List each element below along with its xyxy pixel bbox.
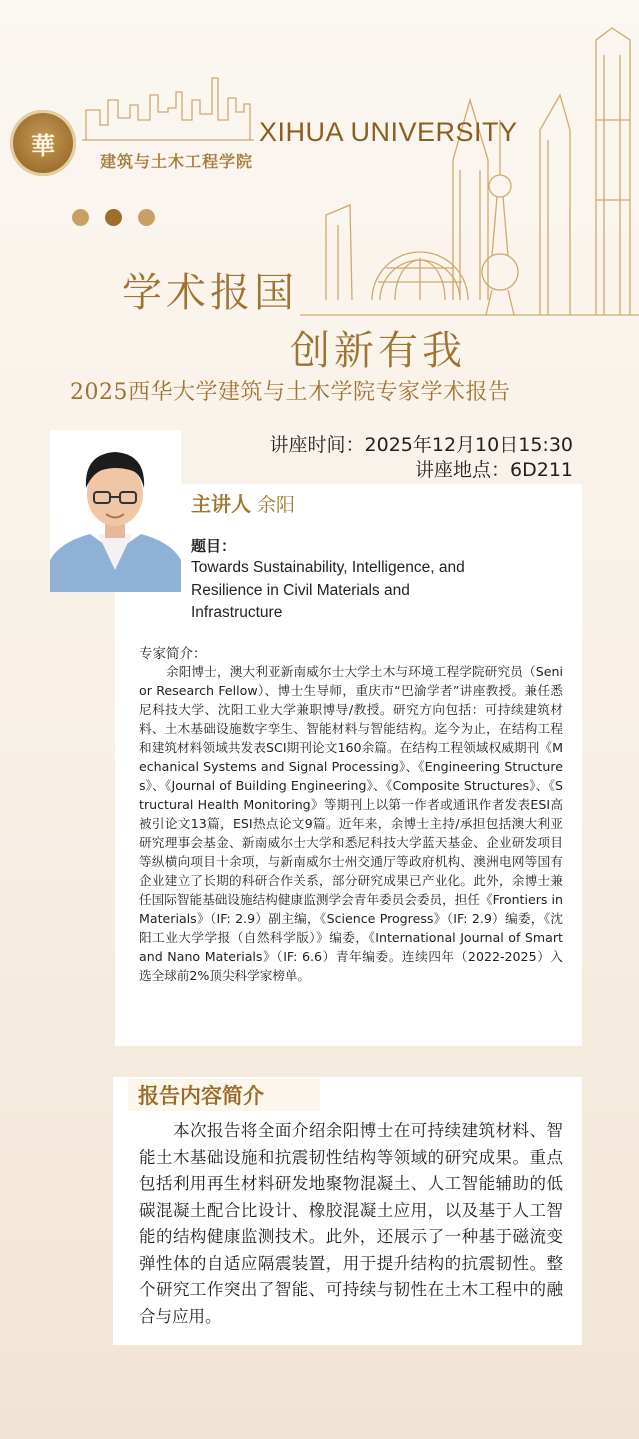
event-subtitle: 2025西华大学建筑与土木学院专家学术报告 [70, 380, 511, 405]
skyline-illustration [0, 0, 639, 330]
lecture-place: 讲座地点：6D211 [415, 459, 573, 481]
bio-text: 余阳博士，澳大利亚新南威尔士大学土木与环境工程学院研究员（Senior Research Fellow）、博士生导师，重庆市“巴渝学者”讲座教授。兼任悉尼科技大学、沈阳工业大学兼职博导/教授。研究方向包括：可持续建筑材料、土木基础设施数字孪生、智能材料与智能结构。迄今为止，在结构工程和建筑材料领域共发表SCI期刊论文160余篇。在结构工程领域权威期刊《Mechanical Systems and Signal Processing》、《Engineering Structures》、《Journal of Building Engineering》、《Composite Structures》、《Structural Health Monitoring》等期刊上以第一作者或通讯作者发表ESI高被引论文13篇，ESI热点论文9篇。近年来，余博士主持/承担包括澳大利亚研究理事会基金、新南威尔士大学和悉尼科技大学蓝天基金、企业研发项目等纵横向项目十余项，与新南威尔士州交通厅等政府机构、澳洲电网等国有企业建立了长期的科研合作关系，部分研究成果已产业化。此外，余博士兼任国际智能基础设施结构健康监测学会青年委员会委员，担任《Frontiers in Materials》（IF: 2.9）副主编，《Science Progress》（IF: 2.9）编委，《沈阳工业大学学报（自然科学版）》编委，《International Journal of Smart and Nano Materials》（IF: 6.6）青年编委。连续四年（2022-2025）入选全球前2%顶尖科学家榜单。 [139, 664, 563, 983]
topic-text: Towards Sustainability, Intelligence, and Resilience in Civil Materials and Infrastructure [191, 559, 465, 621]
dot-1 [72, 209, 89, 226]
speaker-photo [50, 430, 181, 592]
dot-2 [105, 209, 122, 226]
speaker-label: 主讲人 [191, 492, 251, 516]
lecture-time: 讲座时间：2025年12月10日15:30 [269, 434, 573, 456]
speaker-name: 余阳 [257, 494, 296, 516]
report-title: 报告内容简介 [138, 1084, 264, 1108]
university-name: XIHUA UNIVERSITY [259, 117, 518, 147]
university-logo-glyph: 華 [31, 130, 55, 160]
school-name: 建筑与土木工程学院 [100, 152, 254, 171]
report-text: 本次报告将全面介绍余阳博士在可持续建筑材料、智能土木基础设施和抗震韧性结构等领域的研究成果。重点包括利用再生材料研发地聚物混凝土、人工智能辅助的低碳混凝土配合比设计、橡胶混凝土应用，以及基于人工智能的结构健康监测技术。此外，还展示了一种基于磁流变弹性体的自适应隔震装置，用于提升结构的抗震韧性。整个研究工作突出了智能、可持续与韧性在土木工程中的融合与应用。 [139, 1121, 563, 1326]
slogan-line-2: 创新有我 [290, 328, 466, 374]
university-logo [10, 110, 76, 176]
speaker-heading [191, 488, 295, 517]
topic-label: 题目： [191, 537, 237, 555]
speaker-portrait-illustration [50, 430, 181, 592]
dot-3 [138, 209, 155, 226]
slogan-line-1: 学术报国 [122, 270, 298, 316]
bio-label: 专家简介： [139, 646, 207, 662]
decorative-dots [72, 209, 155, 226]
